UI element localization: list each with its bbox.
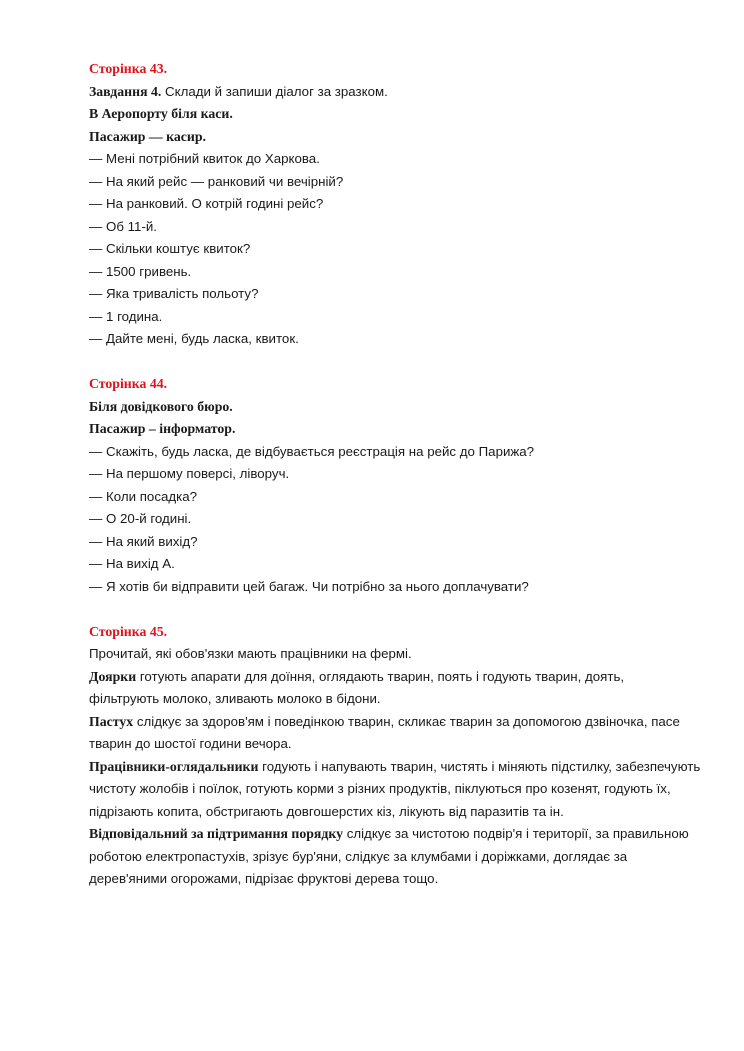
paragraph-text: годують і напувають тварин, чистять і міняють підстилку, забезпечують <box>258 758 701 774</box>
dialog-line: — 1500 гривень. <box>89 263 192 279</box>
section-intro: Прочитай, які обов'язки мають працівники на фермі. <box>89 646 412 661</box>
dialog-line: — На ранковий. О котрій годині рейс? <box>89 196 324 211</box>
paragraph-milkmaids-line2: фільтрують молоко, зливають молоко в бідони. <box>89 691 381 706</box>
task-label: Завдання 4. <box>89 83 162 99</box>
document-body <box>89 58 709 891</box>
paragraph-inspectors-line2: чистоту жолобів і поїлок, готують корми з різних продуктів, піклуються про козенят, годують їх, <box>89 781 671 796</box>
dialog-line: — 1 година. <box>89 308 163 324</box>
paragraph-text: слідкує за здоров'ям і поведінкою тварин, скликає тварин за допомогою дзвіночка, пасе <box>133 713 680 729</box>
paragraph-caretaker-line3: дерев'яними огорожами, підрізає фруктові дерева тощо. <box>89 871 439 886</box>
dialog-line: — Я хотів би відправити цей багаж. Чи потрібно за нього доплачувати? <box>89 578 529 594</box>
spacer <box>89 351 709 374</box>
paragraph-text: готують апарати для доїння, оглядають тварин, поять і годують тварин, доять, <box>136 668 625 684</box>
dialog-line: — Дайте мені, будь ласка, квиток. <box>89 331 299 346</box>
paragraph-shepherd-line1 <box>89 711 709 734</box>
task-text: Склади й запиши діалог за зразком. <box>161 83 388 99</box>
term-shepherd: Пастух <box>89 713 134 729</box>
dialog-line: — Скажіть, будь ласка, де відбувається реєстрація на рейс до Парижа? <box>89 443 535 459</box>
term-inspectors: Працівники-оглядальники <box>89 758 259 774</box>
spacer <box>89 598 709 621</box>
task-line <box>89 81 709 104</box>
paragraph-shepherd-line2: тварин до шостої години вечора. <box>89 736 292 751</box>
paragraph-caretaker-line2: роботою електропастухів, зрізує бур'яни, слідкує за клумбами і доріжками, доглядає за <box>89 848 628 864</box>
dialog-line: — О 20-й годині. <box>89 511 192 526</box>
paragraph-caretaker-line1 <box>89 823 709 846</box>
paragraph-text: слідкує за чистотою подвір'я і території, за правильною <box>343 826 689 841</box>
dialog-line: — На який рейс — ранковий чи вечірній? <box>89 173 344 189</box>
section-heading-43: Сторінка 43. <box>89 61 168 76</box>
dialog-line: — Мені потрібний квиток до Харкова. <box>89 151 320 166</box>
dialog-line: — Скільки коштує квиток? <box>89 241 251 256</box>
paragraph-inspectors-line3: підрізають копита, обстригають довгошерстих кіз, лікують від паразитів та ін. <box>89 803 564 819</box>
paragraph-milkmaids-line1 <box>89 666 709 689</box>
dialog-line: — Об 11-й. <box>89 218 157 234</box>
dialog-line: — На першому поверсі, ліворуч. <box>89 466 290 481</box>
dialog-roles: Пасажир – інформатор. <box>89 421 236 436</box>
dialog-roles: Пасажир — касир. <box>89 128 206 144</box>
dialog-place: Біля довідкового бюро. <box>89 398 233 414</box>
dialog-line: — Коли посадка? <box>89 488 198 504</box>
dialog-line: — На який вихід? <box>89 533 198 549</box>
dialog-place: В Аеропорту біля каси. <box>89 106 233 121</box>
dialog-line: — На вихід А. <box>89 556 175 571</box>
paragraph-inspectors-line1 <box>89 756 709 779</box>
section-heading-44: Сторінка 44. <box>89 376 168 391</box>
section-heading-45: Сторінка 45. <box>89 623 168 639</box>
term-caretaker: Відповідальний за підтримання порядку <box>89 826 343 841</box>
term-milkmaids: Доярки <box>89 668 137 684</box>
dialog-line: — Яка тривалість польоту? <box>89 286 259 301</box>
